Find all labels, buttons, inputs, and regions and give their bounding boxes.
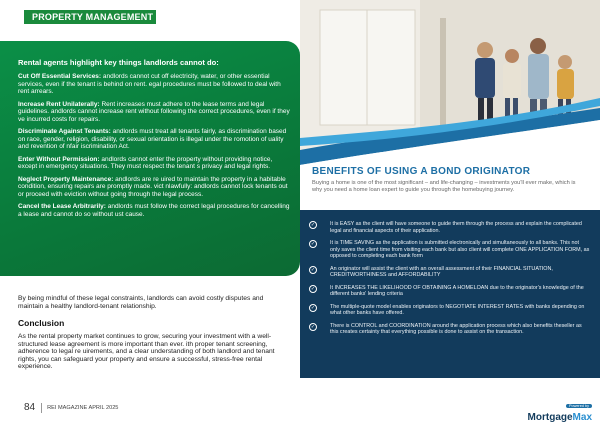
conclusion-paragraph: As the rental property market continues to grow, securing your investment with a well-structured lease agreement is more important than ever. ith proper tenant screening, adherence to legal re uirements, and a clear understanding of both landlord and tenant rights, you can safeguard your property and ensure a successful, stress-free rental experience. bbox=[18, 333, 275, 371]
intro-paragraph: By being mindful of these legal constraints, landlords can avoid costly disputes and maintain a healthy landlord-tenant relationship. bbox=[18, 295, 264, 310]
right-page bbox=[300, 0, 600, 424]
rule-item: Enter Without Permission: andlords cannot enter the property without providing notice, except in emergency situations. They must respect the tenant s privacy and legal rights. bbox=[18, 155, 273, 170]
mortgagemax-logo bbox=[528, 394, 592, 423]
benefits-subtitle: Buying a home is one of the most significant – and life-changing – investments you'll ever make, which is why you need a home loan expert to guide you through the homebuying journey. bbox=[312, 180, 576, 193]
rule-item: Neglect Property Maintenance: andlords are re uired to maintain the property in a habitable condition, ensuring repairs are promptly made. vict nlawfully: andlords cannot lock tenants out or proceed with eviction without going through the legal process. bbox=[18, 175, 288, 198]
benefit-item: ✓ It INCREASES THE LIKELIHOOD OF OBTAINING A HOMELOAN due to the originator's knowledge of the different banks' lending criteria bbox=[310, 284, 584, 298]
benefit-item: ✓ The multiple-quote model enables originators to NEGOTIATE INTEREST RATES with banks depending on what other banks have offered. bbox=[310, 303, 585, 317]
benefit-item: ✓ It is TIME SAVING as the application is submitted electronically and simultaneously to all banks. This not only saves the client time from visiting each bank but also client will complete ONE APPLICATION FORM, as opposed to completing each bank form bbox=[310, 239, 590, 260]
footer-divider bbox=[41, 403, 42, 413]
benefits-list bbox=[300, 210, 600, 378]
check-circle-icon: ✓ bbox=[310, 323, 316, 330]
logo-powered-by: Powered by bbox=[566, 404, 592, 408]
check-circle-icon: ✓ bbox=[310, 222, 316, 228]
page-number: 84 bbox=[24, 402, 36, 413]
decorative-wave bbox=[300, 0, 600, 170]
check-circle-icon: ✓ bbox=[310, 285, 316, 292]
check-circle-icon: ✓ bbox=[310, 304, 316, 311]
conclusion-heading: Conclusion bbox=[18, 318, 65, 328]
page-footer bbox=[24, 402, 118, 413]
benefits-heading: BENEFITS OF USING A BOND ORIGINATOR bbox=[312, 166, 531, 177]
landlord-rules-box bbox=[0, 41, 300, 276]
benefit-item: ✓ It is EASY as the client will have someone to guide them through the process and explain the complicated legal and financial aspects of their application. bbox=[310, 221, 582, 234]
benefit-item: ✓ There is CONTROL and COORDINATION around the application process which also benefits theseller as this creates certainty that everything possible is done to assist on the transaction. bbox=[310, 322, 582, 336]
rule-item: Discriminate Against Tenants: andlords must treat all tenants fairly, as discrimination based on race, gender, religion, disability, or sexual orientation is illegal under the romotion of uality and revention of nfair iscrimination Act. bbox=[18, 128, 287, 150]
rule-item: Cut Off Essential Services: andlords cannot cut off electricity, water, or other essential services, even if the tenant is behind on rent. egal procedures must be followed to deal with rent arrears. bbox=[18, 73, 281, 95]
section-tab: PROPERTY MANAGEMENT bbox=[24, 10, 156, 24]
check-circle-icon: ✓ bbox=[310, 240, 316, 247]
rule-item: Cancel the Lease Arbitrarily: andlords must follow the correct legal procedures for cancelling a lease and cannot do so without ust cause. bbox=[18, 203, 290, 218]
logo-wordmark: MortgageMax bbox=[527, 412, 592, 423]
benefit-item: ✓ An originator will assist the client with an overall assessment of their FINANCIAL SITUATION, CREDITWORTHINESS and AFFORDABILITY bbox=[310, 265, 553, 279]
rule-item: Increase Rent Unilaterally: Rent increases must adhere to the lease terms and legal guidelines. andlords cannot increase rent without following the correct procedures, even if they ve incurred costs for repairs. bbox=[18, 100, 290, 123]
box-title: Rental agents highlight key things landlords cannot do: bbox=[18, 58, 219, 67]
check-circle-icon: ✓ bbox=[310, 266, 316, 273]
magazine-issue: REI MAGAZINE APRIL 2025 bbox=[47, 404, 119, 411]
